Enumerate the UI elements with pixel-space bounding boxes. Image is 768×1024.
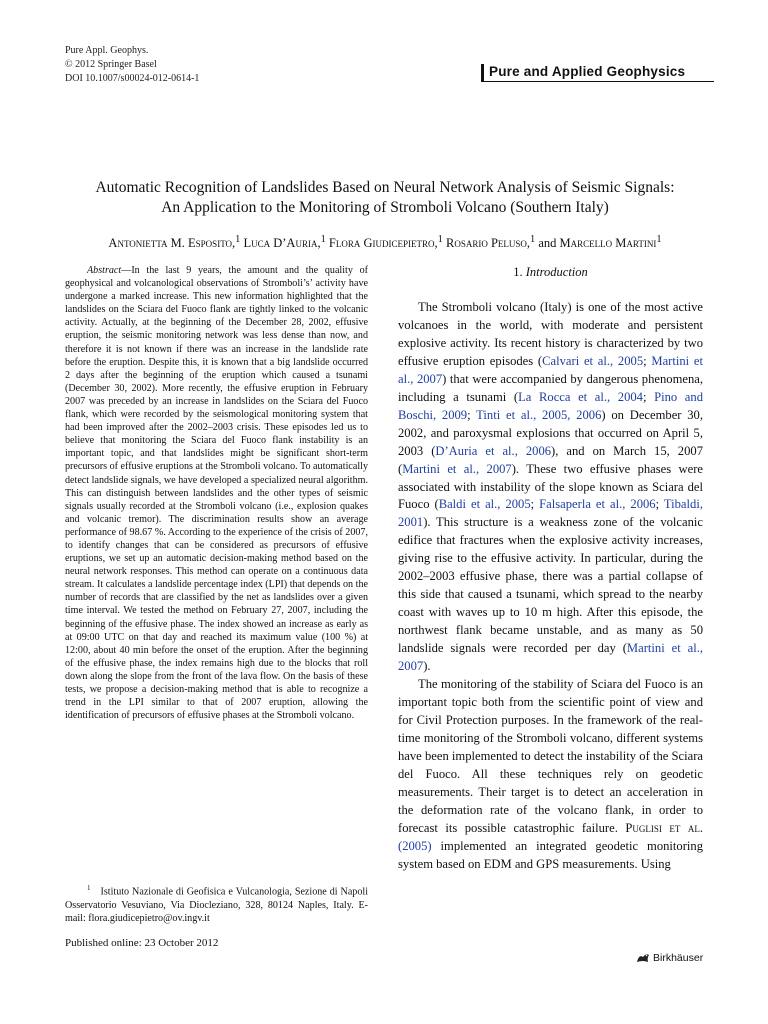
abstract-label: Abstract — [87, 265, 122, 276]
citation-link[interactable]: (2005) — [398, 838, 432, 853]
title-line-1: Automatic Recognition of Landslides Based on Neural Network Analysis of Seismic Signals: — [95, 179, 675, 196]
affiliation-marker: 1 — [320, 234, 326, 245]
section-heading — [398, 265, 703, 280]
citation-link[interactable]: Martini et al., 2007 — [398, 641, 703, 674]
paper-title — [40, 178, 730, 218]
citation-link[interactable]: La Rocca et al., 2004 — [518, 389, 643, 404]
affiliation-marker: 1 — [437, 234, 443, 245]
citation-link[interactable]: Falsaperla et al., 2006 — [539, 497, 656, 512]
citation-link[interactable]: Martini et al., 2007 — [402, 461, 512, 476]
section-title: Introduction — [525, 265, 588, 279]
introduction-body — [398, 299, 703, 874]
citation-link[interactable]: Baldi et al., 2005 — [438, 497, 531, 512]
author-name: Antonietta M. Esposito, — [108, 236, 236, 251]
author-name: Flora Giudicepietro, — [328, 236, 438, 251]
journal-name: Pure and Applied Geophysics — [481, 64, 714, 82]
citation-link[interactable]: Calvari et al., 2005 — [542, 353, 644, 368]
citation-link[interactable]: Martini et al., 2007 — [398, 353, 704, 386]
citation-link[interactable]: D’Auria et al., 2006 — [435, 443, 552, 458]
copyright: © 2012 Springer Basel — [65, 59, 157, 70]
citation-link[interactable]: Pino and Boschi, 2009 — [398, 389, 703, 422]
published-date: Published online: 23 October 2012 — [65, 937, 219, 949]
intro-paragraph-2: The monitoring of the stability of Sciara del Fuoco is an important topic both from the scientific point of view and for Civil Protection purposes. In the framework of the real-time monitoring of the Stromboli volcano, different systems have been implemented to detect the instability of the Sciara del Fuoco. All these techniques rely on geodetic measurements. Their target is to detect an acceleration in the deformation rate of the volcano flank, in order to forecast its possible catastrophic failure. Puglisi et al. (2005) implemented an integrated geodetic monitoring system based on EDM and GPS measurements. Using — [398, 677, 703, 871]
title-line-2: An Application to the Monitoring of Stromboli Volcano (Southern Italy) — [161, 199, 609, 216]
section-number: 1. — [513, 265, 523, 279]
abstract — [65, 264, 368, 722]
affiliation-marker: 1 — [530, 234, 536, 245]
publisher-name: Birkhäuser — [653, 952, 704, 964]
affiliation-marker: 1 — [235, 234, 241, 245]
author-name: Rosario Peluso, — [445, 236, 531, 251]
author-conjunction: and — [538, 236, 557, 251]
publisher-logo — [636, 952, 703, 964]
journal-abbrev: Pure Appl. Geophys. — [65, 45, 149, 56]
author-name: Luca D’Auria, — [243, 236, 321, 251]
birkhauser-logo-icon — [636, 952, 650, 964]
author-name: Marcello Martini — [559, 236, 657, 251]
doi: DOI 10.1007/s00024-012-0614-1 — [65, 73, 200, 84]
citation-link[interactable]: Tibaldi, 2001 — [398, 497, 703, 530]
affiliation-marker: 1 — [656, 234, 662, 245]
affiliation-footnote — [65, 882, 368, 925]
intro-paragraph-1: The Stromboli volcano (Italy) is one of the most active volcanoes in the world, with moderate and persistent explosive activity. Its recent history is characterized by two effusive eruption episodes (Calvari et al., 2005; Martini et al., 2007) that were accompanied by dangerous phenomena, including a tsunami (La Rocca et al., 2004; Pino and Boschi, 2009; Tinti et al., 2005, 2006) on December 30, 2002, and paroxysmal explosions that occurred on April 5, 2003 (D’Auria et al., 2006), and on March 15, 2007 (Martini et al., 2007). These two effusive phases were associated with instability of the slope known as Sciara del Fuoco (Baldi et al., 2005; Falsaperla et al., 2006; Tibaldi, 2001). This structure is a weakness zone of the volcanic edifice that fractures when the explosive activity increases, giving rise to the effusive activity. In particular, during the 2002–2003 effusive phase, there was a partial collapse of this side that caused a tsunami, which spread to the nearby coast with waves up to 10 m high. After this episode, the northwest flank became unstable, and as many as 50 landslide signals were recorded per day (Martini et al., 2007). — [398, 300, 704, 674]
footnote-text: Istituto Nazionale di Geofisica e Vulcanologia, Sezione di Napoli Osservatorio Vesuviano, Via Diocleziano, 328, 80124 Naples, Italy. E-mail: flora.giudicepietro@ov.ingv.it — [65, 886, 368, 924]
footnote-marker: 1 — [87, 884, 91, 892]
author-list — [40, 232, 730, 251]
journal-info — [65, 44, 199, 86]
citation-link[interactable]: Tinti et al., 2005, 2006 — [476, 407, 602, 422]
abstract-text: —In the last 9 years, the amount and the quality of geophysical and volcanological observations of Stromboli’s’ activity have undergone a marked increase. This new information highlighted that the landslides on the Sciara del Fuoco flank are tightly linked to the volcanic activity. Actually, at the beginning of the December 28, 2002, effusive eruption, the seismic monitoring network was less dense than now, and therefore it is not known if there was an increase in the landslide rate before the eruption. Despite this, it is known that a big landslide occurred 2 days after the beginning of the eruption which caused a tsunami (December 30, 2002). More recently, the effusive eruption in February 2007 was preceded by an increase in landslides on the Sciara del Fuoco flank, which were recorded by the seismological monitoring system that had been improved after the 2002–2003 crisis. These episodes led us to believe that monitoring the Sciara del Fuoco flank instability is an important topic, and that landslides might be significant short-term precursors of effusive eruptions at the Stromboli volcano. To automatically detect landslide signals, we have developed a specialized neural algorithm. This can distinguish between landslides and the other types of seismic signals usually recorded at the Stromboli volcano (i.e., explosion quakes and volcanic tremor). The discrimination results show an average performance of 98.67 %. According to the experience of the crisis of 2007, to identify changes that can be considered as precursors of effusive eruptions, we set up an automatic decision-making method based on the neural network responses. This method can operate on a continuous data stream. It calculates a landslide percentage index (LPI) that depends on the number of records that are classified by the net as landslides over a given time interval. We tested the method on February 27, 2007, including the beginning of the effusive phase. The index showed an increase as early as at 09:00 UTC on that day and reached its maximum value (100 %) at 12:00, about 40 min before the onset of the eruption. After the beginning of the effusive phase, the index remains high due to the blocks that roll down along the slope from the front of the lava flow. On the basis of these tests, we propose a decision-making method that is able to recognize a trend in the LPI similar to that of 2007 eruption, allowing the identification of precursors of effusive phases at the Stromboli volcano. — [65, 265, 368, 722]
